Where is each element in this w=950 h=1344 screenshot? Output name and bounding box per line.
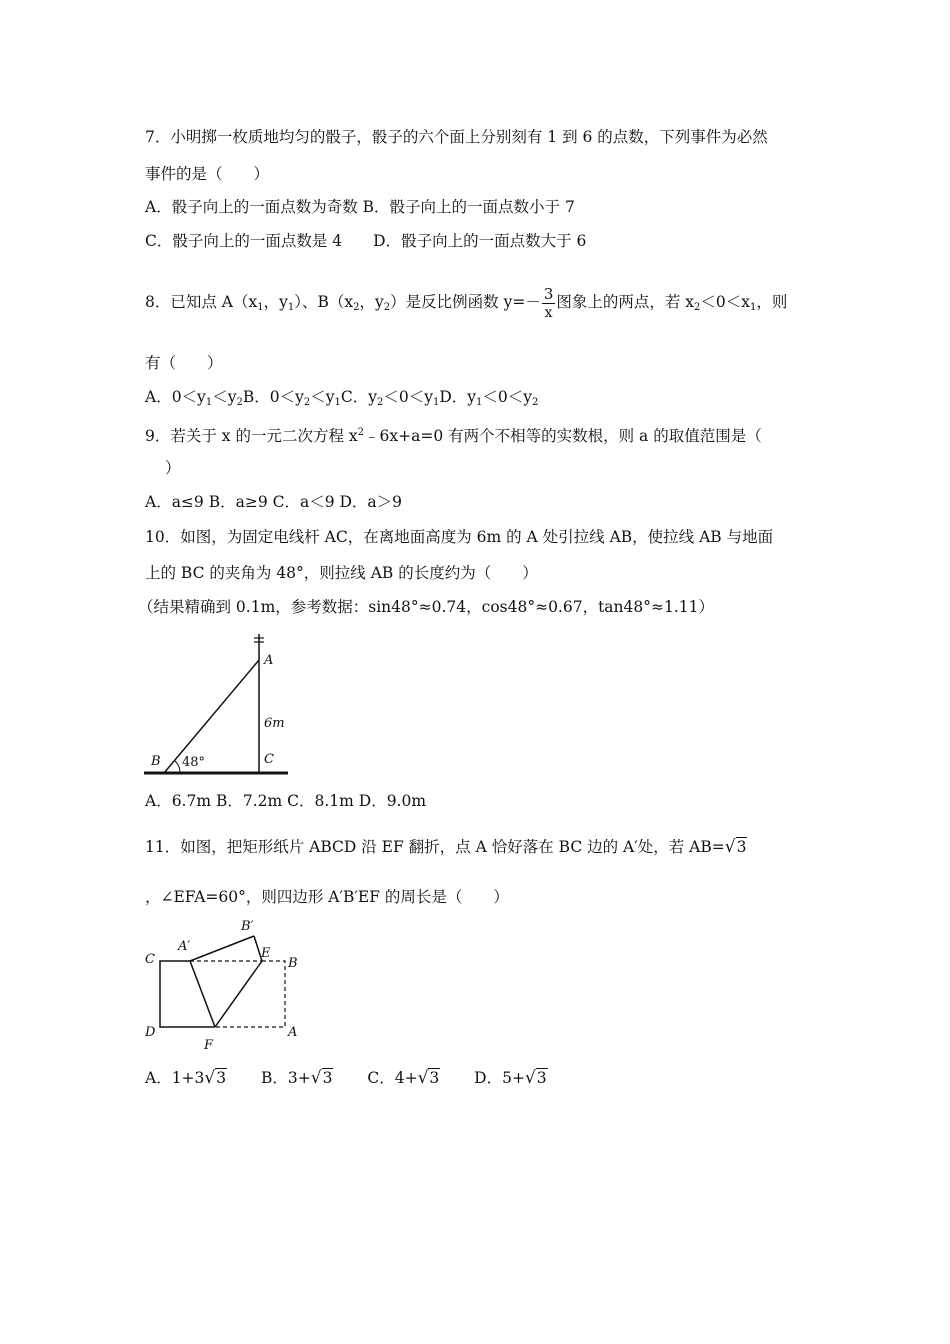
fold-line-ef <box>215 961 262 1027</box>
label-d: D <box>145 1025 156 1040</box>
q11-options <box>145 1068 548 1088</box>
q10-line1: 10．如图，为固定电线杆 AC，在离地面高度为 6m 的 A 处引拉线 AB，使拉线 AB 与地面 <box>145 528 774 546</box>
label-f: F <box>204 1038 214 1052</box>
label-c: C <box>264 752 274 767</box>
q11-option-c: C．4+√3 <box>367 1068 440 1088</box>
label-angle: 48° <box>182 755 206 770</box>
label-e: E <box>261 946 271 961</box>
q10-line3: （结果精确到 0.1m，参考数据：sin48°≈0.74，cos48°≈0.67，tan48°≈1.11） <box>138 598 715 616</box>
label-b: B <box>288 956 298 971</box>
label-height: 6m <box>264 716 285 731</box>
label-c: C <box>145 952 155 967</box>
sqrt-symbol: √3 <box>724 837 747 857</box>
label-b-prime: B′ <box>241 919 254 934</box>
q11-option-d: D．5+√3 <box>474 1068 547 1088</box>
q7-options-2: C．骰子向上的一面点数是 4 D．骰子向上的一面点数大于 6 <box>145 232 587 250</box>
q11-option-a: A．1+3√3 <box>145 1068 227 1088</box>
q11-figure <box>140 912 320 1052</box>
q11-line2: ，∠EFA=60°，则四边形 A′B′EF 的周长是（ ） <box>145 888 509 906</box>
label-b: B <box>151 754 161 769</box>
segment-a1-b1 <box>190 936 254 961</box>
segment-a1-f <box>190 961 215 1027</box>
q11-line1: 11．如图，把矩形纸片 ABCD 沿 EF 翻折，点 A 恰好落在 BC 边的 A′处，若 AB=√3 <box>145 837 747 857</box>
q8-line1: 8．已知点 $A(x_1$，$y_1$）、$B(x_2$，$y_2$）是反比例函数 y=－ $\frac{3}{x}$ 图象上的两点，若 $x_2<0<x_1$，则 <box>145 284 788 321</box>
fraction-3-over-x: $\frac{3}{x}$ <box>543 284 554 321</box>
rect-dashed-sides <box>215 961 285 1027</box>
label-a-prime: A′ <box>178 939 191 954</box>
q7-options-1: A．骰子向上的一面点数为奇数 B．骰子向上的一面点数小于 7 <box>145 198 575 216</box>
q9-line2: ） <box>165 459 181 477</box>
q10-figure <box>140 628 300 780</box>
q8-line2: 有（ ） <box>145 354 223 372</box>
q11-option-b: B．3+√3 <box>261 1068 333 1088</box>
q7-line1: 7．小明掷一枚质地均匀的骰子，骰子的六个面上分别刻有 1 到 6 的点数，下列事件为必然 <box>145 128 768 146</box>
label-a: A <box>288 1025 298 1040</box>
angle-arc <box>175 761 180 773</box>
q10-options: A．6.7m B．7.2m C．8.1m D．9.0m <box>145 792 427 810</box>
q8-options: A．$0<y_1<y_2B$．$0<y_2<y_1C$．$y_2<0<y_1D$．$y_1<0<y_2$ <box>145 388 539 408</box>
q9-line1: 9．若关于 x 的一元二次方程 $x^2﹣6x+a=0$ 有两个不相等的实数根，则 a 的取值范围是（ <box>145 427 762 445</box>
rect-solid-sides <box>160 961 215 1027</box>
label-a: A <box>264 653 274 668</box>
q9-options: A．a≤9 B．a≥9 C．a＜9 D．a＞9 <box>145 493 403 511</box>
q7-line2: 事件的是（ ） <box>145 165 270 183</box>
guy-wire-ab <box>164 660 259 773</box>
q10-line2: 上的 BC 的夹角为 48°，则拉线 AB 的长度约为（ ） <box>145 564 538 582</box>
